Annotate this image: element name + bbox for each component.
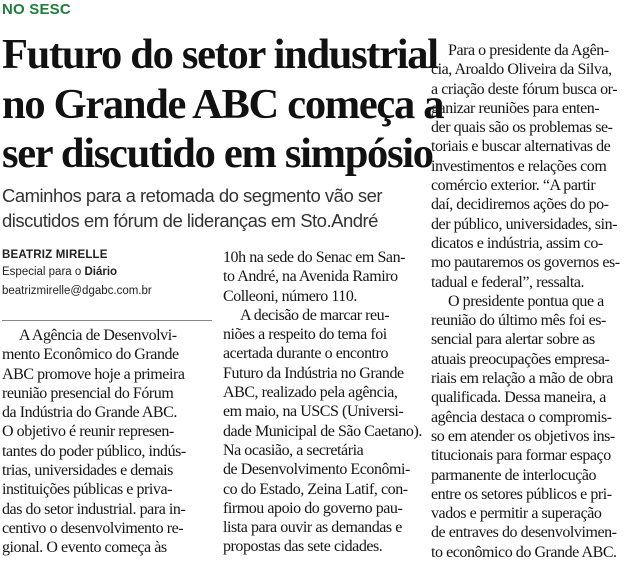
- paragraph-line: firmou apoio do governo pau-: [223, 499, 403, 517]
- headline-line: ser discutido em simpósio: [2, 130, 433, 177]
- paragraph-line: sencial para alertar sobre as: [431, 331, 595, 349]
- paragraph-line: gional. O evento começa às: [2, 539, 167, 557]
- paragraph-line: co do Estado, Zeina Latif, con-: [223, 480, 408, 498]
- paragraph-line: ABC promove hoje a primeira: [2, 365, 185, 383]
- paragraph-line: Colleoni, número 110.: [223, 287, 357, 305]
- paragraph-line: lista para ouvir as demandas e: [223, 519, 402, 537]
- byline: [2, 249, 217, 297]
- paragraph-line: acertada durante o encontro: [223, 345, 389, 363]
- paragraph-line: tadual e federal”, ressalta.: [431, 273, 585, 291]
- paragraph-line: agência destaca o compromis-: [431, 408, 612, 426]
- paragraph-line: de Desenvolvimento Econômi-: [223, 461, 410, 479]
- subheadline-line: discutidos em fórum de lideranças em Sto.André: [2, 210, 378, 231]
- paragraph-line: investimentos e relações com: [431, 157, 607, 175]
- article-column-2: [223, 248, 423, 557]
- headline-line: no Grande ABC começa a: [2, 80, 444, 128]
- paragraph-line: propostas das sete cidades.: [223, 538, 383, 556]
- paragraph-line: das do setor industrial. para in-: [2, 500, 186, 518]
- paragraph-line: instituições públicas e priva-: [2, 481, 173, 499]
- paragraph-line: tantes do poder público, indús-: [2, 442, 186, 460]
- byline-role-prefix: Especial para o: [2, 266, 85, 278]
- paragraph-line: entre os setores públicos e pri-: [431, 485, 612, 503]
- byline-divider: [2, 320, 212, 321]
- byline-email[interactable]: beatrizmirelle@dgabc.com.br: [2, 285, 152, 297]
- paragraph-line: Para o presidente da Agên-: [448, 42, 609, 59]
- paragraph-line: parmanente de interlocução: [431, 466, 597, 484]
- byline-author: BEATRIZ MIRELLE: [2, 249, 108, 261]
- paragraph-line: em maio, na USCS (Universi-: [223, 403, 404, 421]
- paragraph-line: der público, universidades, sin-: [431, 215, 617, 233]
- paragraph-line: vados e permitir a superação: [431, 505, 602, 523]
- paragraph-line: daí, decidiremos ações do po-: [431, 196, 609, 214]
- paragraph-line: mo pautaremos os governos es-: [431, 254, 620, 272]
- paragraph-line: ABC, realizado pela agência,: [223, 384, 398, 402]
- paragraph-line: Futuro da Indústria no Grande: [223, 364, 404, 382]
- paragraph-line: O presidente pontua que a: [448, 292, 604, 310]
- paragraph-line: de entraves do desenvolvimen-: [431, 524, 617, 542]
- paragraph-line: atuais preocupações empresa-: [431, 350, 610, 368]
- paragraph-line: Na ocasião, a secretária: [223, 441, 364, 459]
- paragraph-line: der quais são os problemas se-: [431, 119, 613, 137]
- paragraph-line: a criação deste fórum busca or-: [431, 80, 618, 98]
- paragraph-line: da Indústria do Grande ABC.: [2, 404, 177, 422]
- paragraph-line: titucionais para formar espaço: [431, 447, 611, 465]
- paragraph-line: to André, na Avenida Ramiro: [223, 268, 398, 286]
- article-column-1: [2, 326, 214, 558]
- paragraph-line: niões a respeito do tema foi: [223, 326, 387, 344]
- paragraph-line: qualificada. Dessa maneira, a: [431, 389, 606, 407]
- paragraph-line: so em atender os objetivos ins-: [431, 427, 615, 445]
- paragraph-line: mento Econômico do Grande: [2, 346, 179, 364]
- paragraph-line: 10h na sede do Senac em San-: [223, 249, 406, 266]
- paragraph-line: reunião presencial do Fórum: [2, 384, 174, 402]
- subheadline-line: Caminhos para a retomada do segmento vão ser: [2, 185, 383, 206]
- paragraph-line: centivo o desenvolvimento re-: [2, 519, 184, 537]
- paragraph-line: trias, universidades e demais: [2, 462, 173, 480]
- article-column-3: [431, 41, 629, 562]
- paragraph-line: dicatos e indústria, assim co-: [431, 234, 603, 252]
- section-label: NO SESC: [2, 1, 71, 18]
- byline-publication: Diário: [84, 266, 118, 278]
- paragraph-line: riais em relação a mão de obra: [431, 370, 613, 388]
- headline: [2, 30, 444, 179]
- headline-line: Futuro do setor industrial: [2, 31, 438, 78]
- paragraph-line: reunião do último mês foi es-: [431, 312, 606, 330]
- paragraph-line: A Agência de Desenvolvi-: [19, 327, 177, 344]
- paragraph-line: cia, Aroaldo Oliveira da Silva,: [431, 61, 612, 79]
- paragraph-line: comércio exterior. “A partir: [431, 177, 596, 195]
- paragraph-line: dade Municipal de São Caetano).: [223, 422, 422, 440]
- paragraph-line: to econômico do Grande ABC.: [431, 543, 617, 561]
- paragraph-line: toriais e buscar alternativas de: [431, 138, 611, 156]
- paragraph-line: A decisão de marcar reu-: [240, 306, 390, 324]
- byline-role: [2, 266, 217, 285]
- subheadline: [2, 183, 427, 233]
- paragraph-line: O objetivo é reunir represen-: [2, 423, 174, 441]
- paragraph-line: ganizar reuniões para enten-: [431, 99, 600, 117]
